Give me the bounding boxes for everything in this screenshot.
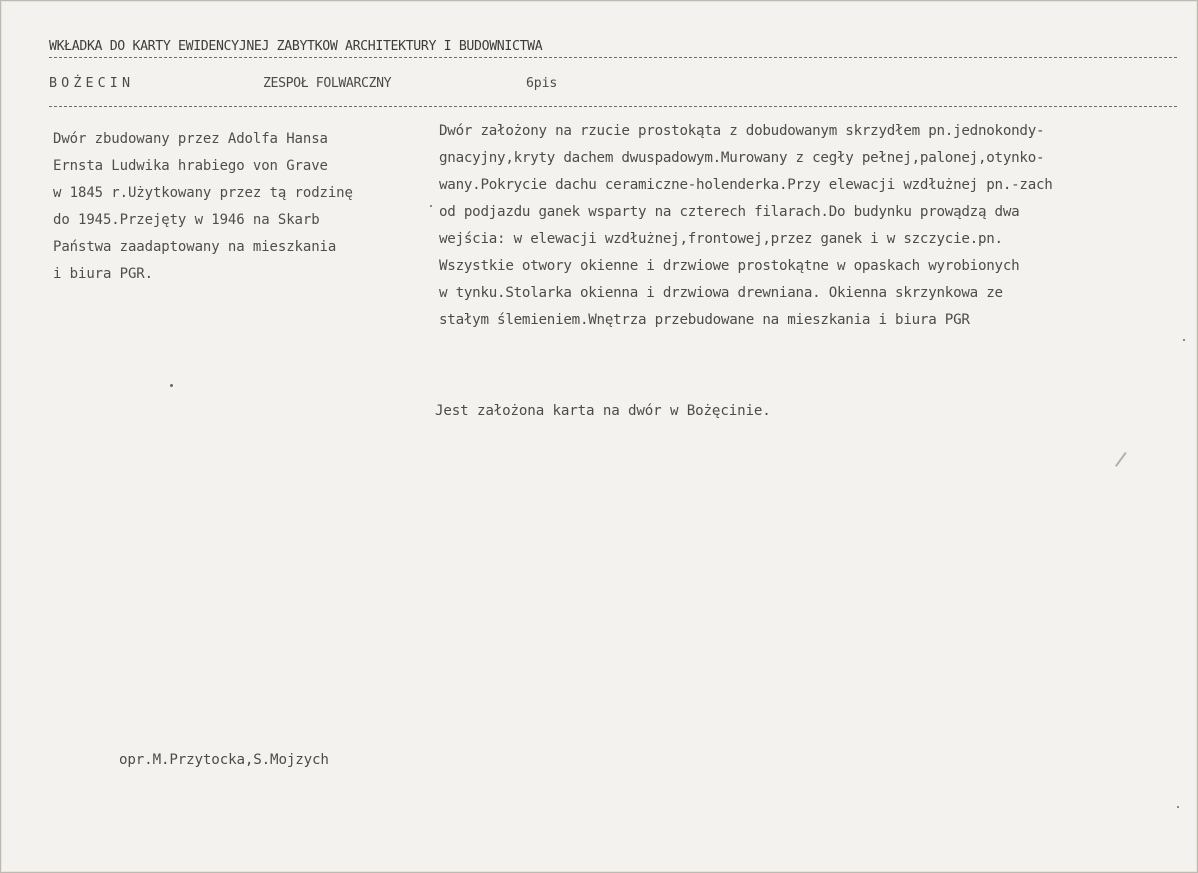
history-line-3: w 1845 r.Użytkowany przez tą rodzinę <box>53 185 353 201</box>
history-line-4: do 1945.Przejęty w 1946 na Skarb <box>53 212 320 228</box>
paper-speck <box>1183 339 1185 341</box>
description-line-3: wany.Pokrycie dachu ceramiczne-holenderka.Przy elewacji wzdłużnej pn.-zach <box>439 177 1053 193</box>
card-header-title: WKŁADKA DO KARTY EWIDENCYJNEJ ZABYTKOW ARCHITEKTURY I BUDOWNICTWA <box>49 39 543 54</box>
status-label: 6pis <box>526 76 558 91</box>
pencil-mark <box>1115 452 1127 467</box>
paper-speck <box>1177 806 1179 808</box>
history-line-5: Państwa zaadaptowany na mieszkania <box>53 239 337 255</box>
header-dotted-line-bottom <box>49 106 1177 107</box>
header-dotted-line-top <box>49 57 1177 58</box>
history-line-1: Dwór zbudowany przez Adolfa Hansa <box>53 131 328 147</box>
place-name: BOŻECIN <box>49 76 135 91</box>
compiler-credit: opr.M.Przytocka,S.Mojzych <box>119 752 329 768</box>
description-line-2: gnacyjny,kryty dachem dwuspadowym.Murowany z cegły pełnej,palonej,otynko- <box>439 150 1045 166</box>
description-line-1: Dwór założony na rzucie prostokąta z dobudowanym skrzydłem pn.jednokondy- <box>439 123 1045 139</box>
history-line-2: Ernsta Ludwika hrabiego von Grave <box>53 158 328 174</box>
related-card-note: Jest założona karta na dwór w Bożęcinie. <box>435 403 771 419</box>
paper-speck <box>430 205 432 207</box>
description-line-5: wejścia: w elewacji wzdłużnej,frontowej,przez ganek i w szczycie.pn. <box>439 231 1003 247</box>
description-line-6: Wszystkie otwory okienne i drzwiowe prostokątne w opaskach wyrobionych <box>439 258 1020 274</box>
ensemble-name: ZESPOŁ FOLWARCZNY <box>263 76 392 91</box>
description-line-4: od podjazdu ganek wsparty na czterech filarach.Do budynku prowądzą dwa <box>439 204 1020 220</box>
paper-speck <box>170 384 173 387</box>
history-line-6: i biura PGR. <box>53 266 153 282</box>
description-line-8: stałym ślemieniem.Wnętrza przebudowane na mieszkania i biura PGR <box>439 312 970 328</box>
description-line-7: w tynku.Stolarka okienna i drzwiowa drewniana. Okienna skrzynkowa ze <box>439 285 1003 301</box>
